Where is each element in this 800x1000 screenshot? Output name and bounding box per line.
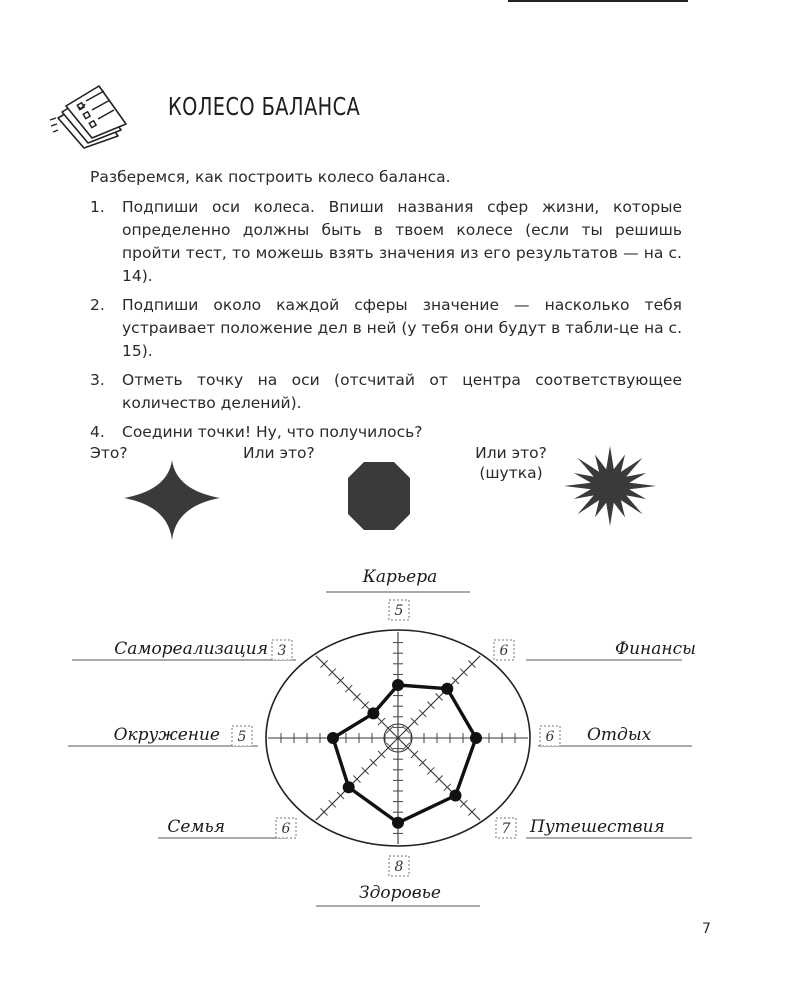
axis-label: Отдых xyxy=(587,725,652,745)
step-number: 1. xyxy=(90,198,105,216)
axis-value: 6 xyxy=(281,821,291,837)
step-item xyxy=(90,196,682,288)
octagon-icon xyxy=(346,460,412,532)
axis-value: 5 xyxy=(394,603,404,619)
page-title: КОЛЕСО БАЛАНСА xyxy=(168,92,361,121)
step-item xyxy=(90,421,682,444)
axis-label: Карьера xyxy=(362,567,438,587)
step-number: 2. xyxy=(90,296,105,314)
shape-caption-spiky xyxy=(469,444,553,482)
value-point xyxy=(367,707,379,719)
axis-label: Путешествия xyxy=(530,817,665,837)
page-number: 7 xyxy=(702,921,711,937)
step-text: Соедини точки! Ну, что получилось? xyxy=(122,423,423,441)
axis-value: 6 xyxy=(499,643,509,659)
axis-label: Семья xyxy=(167,817,225,837)
balance-wheel-chart xyxy=(60,560,710,910)
top-rule xyxy=(508,0,688,2)
value-point xyxy=(470,732,482,744)
value-point xyxy=(450,790,462,802)
axis-label: Финансы xyxy=(615,639,696,659)
axis-value: 8 xyxy=(394,859,404,875)
axis-value: 7 xyxy=(501,821,511,837)
step-item xyxy=(90,294,682,363)
step-text: Подпиши около каждой сферы значение — насколько тебя устраивает положение дел в ней (у тебя они будут в табли-це на с. 15). xyxy=(122,296,682,360)
step-number: 4. xyxy=(90,423,105,441)
intro-text: Разберемся, как построить колесо баланса. xyxy=(90,168,451,186)
value-point xyxy=(441,683,453,695)
step-item xyxy=(90,369,682,415)
value-point xyxy=(392,817,404,829)
axis-value: 6 xyxy=(545,729,555,745)
value-polygon xyxy=(333,685,476,823)
axis-label: Окружение xyxy=(113,725,220,745)
shape-caption-star: Это? xyxy=(90,444,128,462)
shape-caption-spiky-line2: (шутка) xyxy=(479,464,543,482)
step-number: 3. xyxy=(90,371,105,389)
steps-list xyxy=(90,196,682,450)
value-point xyxy=(343,781,355,793)
shape-caption-octagon: Или это? xyxy=(243,444,315,462)
spiky-star-icon xyxy=(560,446,660,526)
axis-label: Самореализация xyxy=(114,639,268,659)
value-point xyxy=(392,679,404,691)
four-point-star-icon xyxy=(122,458,222,542)
step-text: Отметь точку на оси (отсчитай от центра соответствующее количество делений). xyxy=(122,371,682,412)
shape-caption-spiky-line1: Или это? xyxy=(475,444,547,462)
value-point xyxy=(327,732,339,744)
axis-value: 5 xyxy=(237,729,247,745)
axis-value: 3 xyxy=(277,643,287,659)
step-text: Подпиши оси колеса. Впиши названия сфер жизни, которые определенно должны быть в твоем колесе (если ты решишь пройти тест, то можешь взять значения из его результатов — на с. 14). xyxy=(122,198,682,285)
axis-label: Здоровье xyxy=(359,883,441,903)
checklist-documents-icon xyxy=(48,80,138,150)
